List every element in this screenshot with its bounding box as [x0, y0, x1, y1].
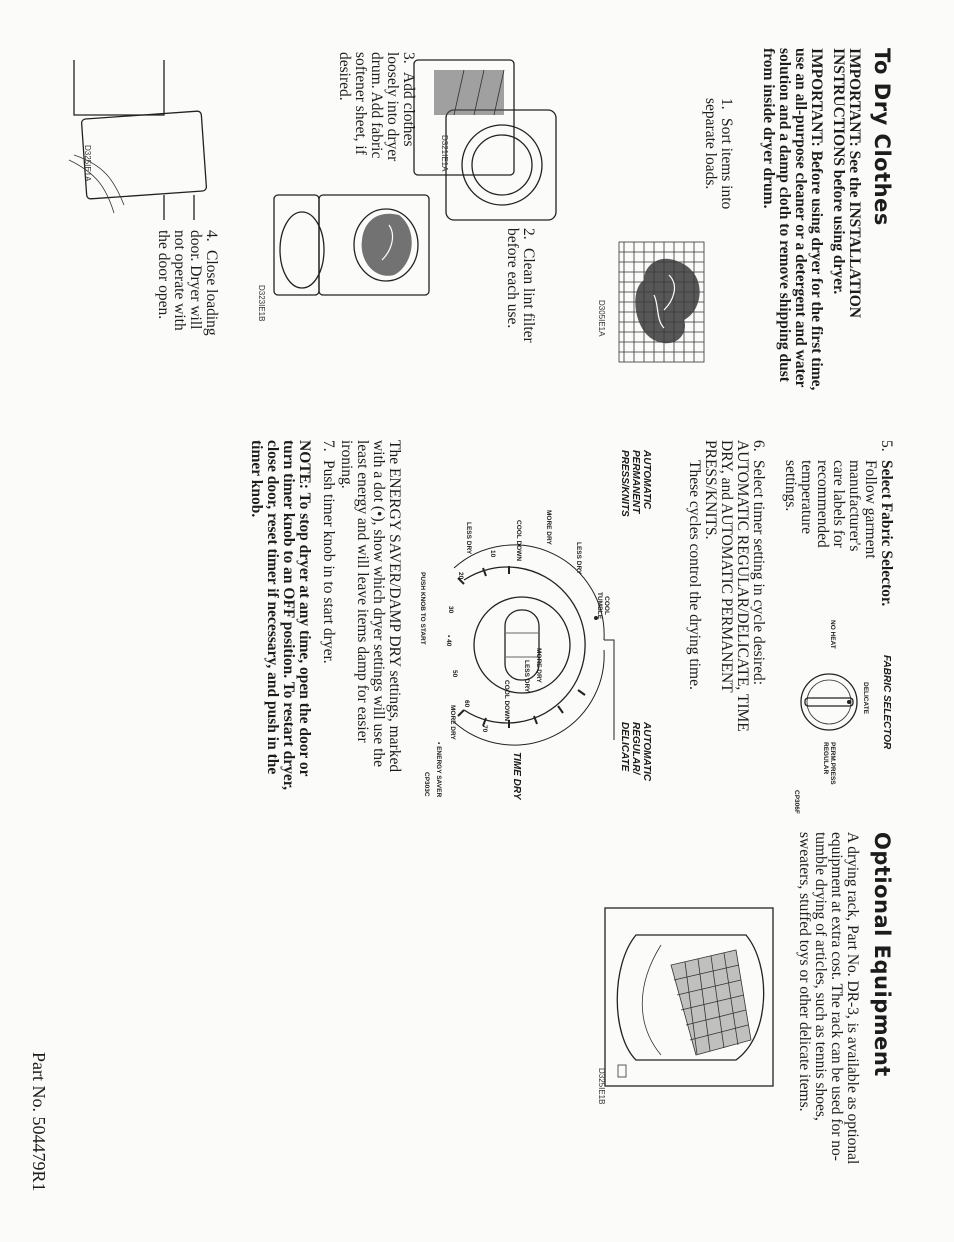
timer-auto-regular-label	[619, 722, 652, 781]
part-number: Part No. 504479R1	[29, 1052, 49, 1192]
fabric-regular-text: REGULAR	[822, 742, 829, 775]
fabric-delicate-label: DELICATE	[862, 682, 869, 715]
step-3	[336, 52, 416, 182]
energy-saver-text: The ENERGY SAVER/DAMP DRY settings, marked with a dot (•), show which dryer settings will use the least energy and will leave items damp for easier ironing.	[338, 440, 403, 773]
timer-time-dry-label: TIME DRY	[511, 752, 522, 800]
add-clothes-illustration	[269, 190, 434, 340]
timer-more-dry-left: MORE DRY	[545, 510, 552, 545]
step-1-number: 1.	[718, 98, 735, 110]
timer-cool-down-left: COOL DOWN	[515, 520, 522, 562]
step-6-number: 6.	[750, 440, 767, 452]
close-door-illustration	[64, 55, 224, 225]
fabric-noheat-label: NO HEAT	[829, 620, 836, 649]
auto-perm-line-3: PRESS/KNITS	[619, 450, 630, 517]
step-5-text: Follow garment manufacturer's care labels for recommended temperature settings.	[782, 460, 879, 559]
dry-title: To Dry Clothes	[870, 48, 894, 226]
timer-n60: 60	[463, 700, 470, 708]
step-2	[504, 228, 536, 348]
timer-auto-perm-label	[619, 450, 652, 517]
caption-optional: D325IE1B	[597, 1068, 606, 1105]
auto-reg-line-1: AUTOMATIC	[641, 722, 652, 782]
clothes-pile	[635, 259, 699, 344]
cool-tumble-2: TUMBLE	[596, 592, 603, 620]
sort-clothes-illustration	[609, 240, 714, 370]
important-first-use: IMPORTANT: Before using dryer for the first time, use an all-purpose cleaner or a detergent and water solution and a damp cloth to remove shipping dust from inside dryer drum.	[760, 48, 825, 391]
timer-less-dry-bottom: LESS DRY	[465, 522, 472, 555]
important-installation: IMPORTANT: See the INSTALLATION INSTRUCTIONS before using dryer.	[830, 48, 863, 318]
timer-knob[interactable]	[474, 597, 570, 693]
step-2-number: 2.	[520, 228, 537, 240]
timer-n10: 10	[489, 550, 496, 558]
cool-tumble-1: COOL	[603, 596, 610, 615]
timer-n70: 70	[481, 725, 488, 733]
cool-tumble-label	[596, 592, 610, 619]
timer-more-dry-right: MORE DRY	[535, 648, 542, 683]
fabric-selector-code: CP306F	[793, 790, 800, 814]
timer-n20: 20	[457, 572, 464, 580]
timer-push-to-start: PUSH KNOB TO START	[419, 572, 426, 645]
caption-step-4: D325IE1A	[83, 145, 92, 182]
timer-cool-down-right: COOL DOWN	[503, 680, 510, 722]
step-5-title: Select Fabric Selector.	[878, 460, 895, 607]
step-7-number: 7.	[320, 440, 337, 452]
step-5-number: 5.	[878, 440, 895, 452]
step-5	[782, 440, 894, 615]
auto-perm-line-2: PERMANENT	[630, 450, 641, 514]
note-stop-dryer: NOTE: To stop dryer at any time, open the door or turn timer knob to an OFF position. To restart dryer, close door, reset timer if necessary, and push in the timer knob.	[248, 440, 313, 791]
auto-reg-line-3: DELICATE	[619, 722, 630, 772]
clothes-in-drum	[362, 214, 412, 276]
step-3-number: 3.	[400, 52, 417, 64]
step-1	[702, 98, 734, 238]
step-4-text: Close loading door. Dryer will not operate with the door open.	[155, 230, 220, 336]
drying-rack-illustration	[601, 905, 776, 1090]
timer-knob-grip[interactable]	[505, 610, 539, 680]
step-4	[155, 230, 219, 345]
lint-screen	[434, 70, 504, 115]
step-4-number: 4.	[203, 230, 220, 242]
timer-n40: • 40	[445, 635, 452, 647]
step-7	[320, 440, 336, 760]
caption-step-1: D305IE1A	[597, 300, 606, 337]
fabric-permpress-label	[822, 742, 836, 785]
hand	[69, 155, 124, 213]
fabric-selector-knob[interactable]	[799, 672, 859, 732]
step-2-text: Clean lint filter before each use.	[504, 228, 537, 343]
step-1-text: Sort items into separate loads.	[702, 98, 735, 210]
timer-more-dry-bottom: MORE DRY	[449, 705, 456, 740]
fabric-permpress-text: PERM.PRESS	[829, 742, 836, 785]
timer-less-dry-top: LESS DRY	[575, 542, 582, 575]
caption-step-3: D323IE1B	[257, 285, 266, 322]
auto-perm-line-1: AUTOMATIC	[641, 450, 652, 510]
step-6	[686, 440, 766, 740]
optional-text: A drying rack, Part No. DR-3, is available as optional equipment at extra cost. The rack can be used for no-tumble drying of articles, such as tennis shoes, sweaters, stuffed toys or other delicate items.	[796, 832, 861, 1165]
timer-code: CP303C	[423, 772, 430, 797]
timer-energy-saver-legend: • ENERGY SAVER	[435, 742, 442, 798]
timer-n50: 50	[451, 670, 458, 678]
step-7-text: Push timer knob in to start dryer.	[320, 460, 337, 664]
fabric-selector-title: FABRIC SELECTOR	[881, 655, 892, 750]
timer-less-dry-right: LESS DRY	[523, 660, 530, 693]
step-6-subtext: These cycles control the drying time.	[686, 460, 703, 690]
caption-step-2: D321IE1A	[440, 135, 449, 172]
step-3-text: Add clothes loosely into dryer drum. Add fabric softener sheet, if desired.	[336, 52, 417, 162]
auto-reg-line-2: REGULAR/	[630, 722, 641, 775]
optional-title: Optional Equipment	[870, 832, 894, 1077]
timer-n30: 30	[447, 606, 454, 614]
step-6-text: Select timer setting in cycle desired: AUTOMATIC REGULAR/DELICATE, TIME DRY, and AUTOMATIC PERMANENT PRESS/KNITS.	[702, 440, 767, 732]
